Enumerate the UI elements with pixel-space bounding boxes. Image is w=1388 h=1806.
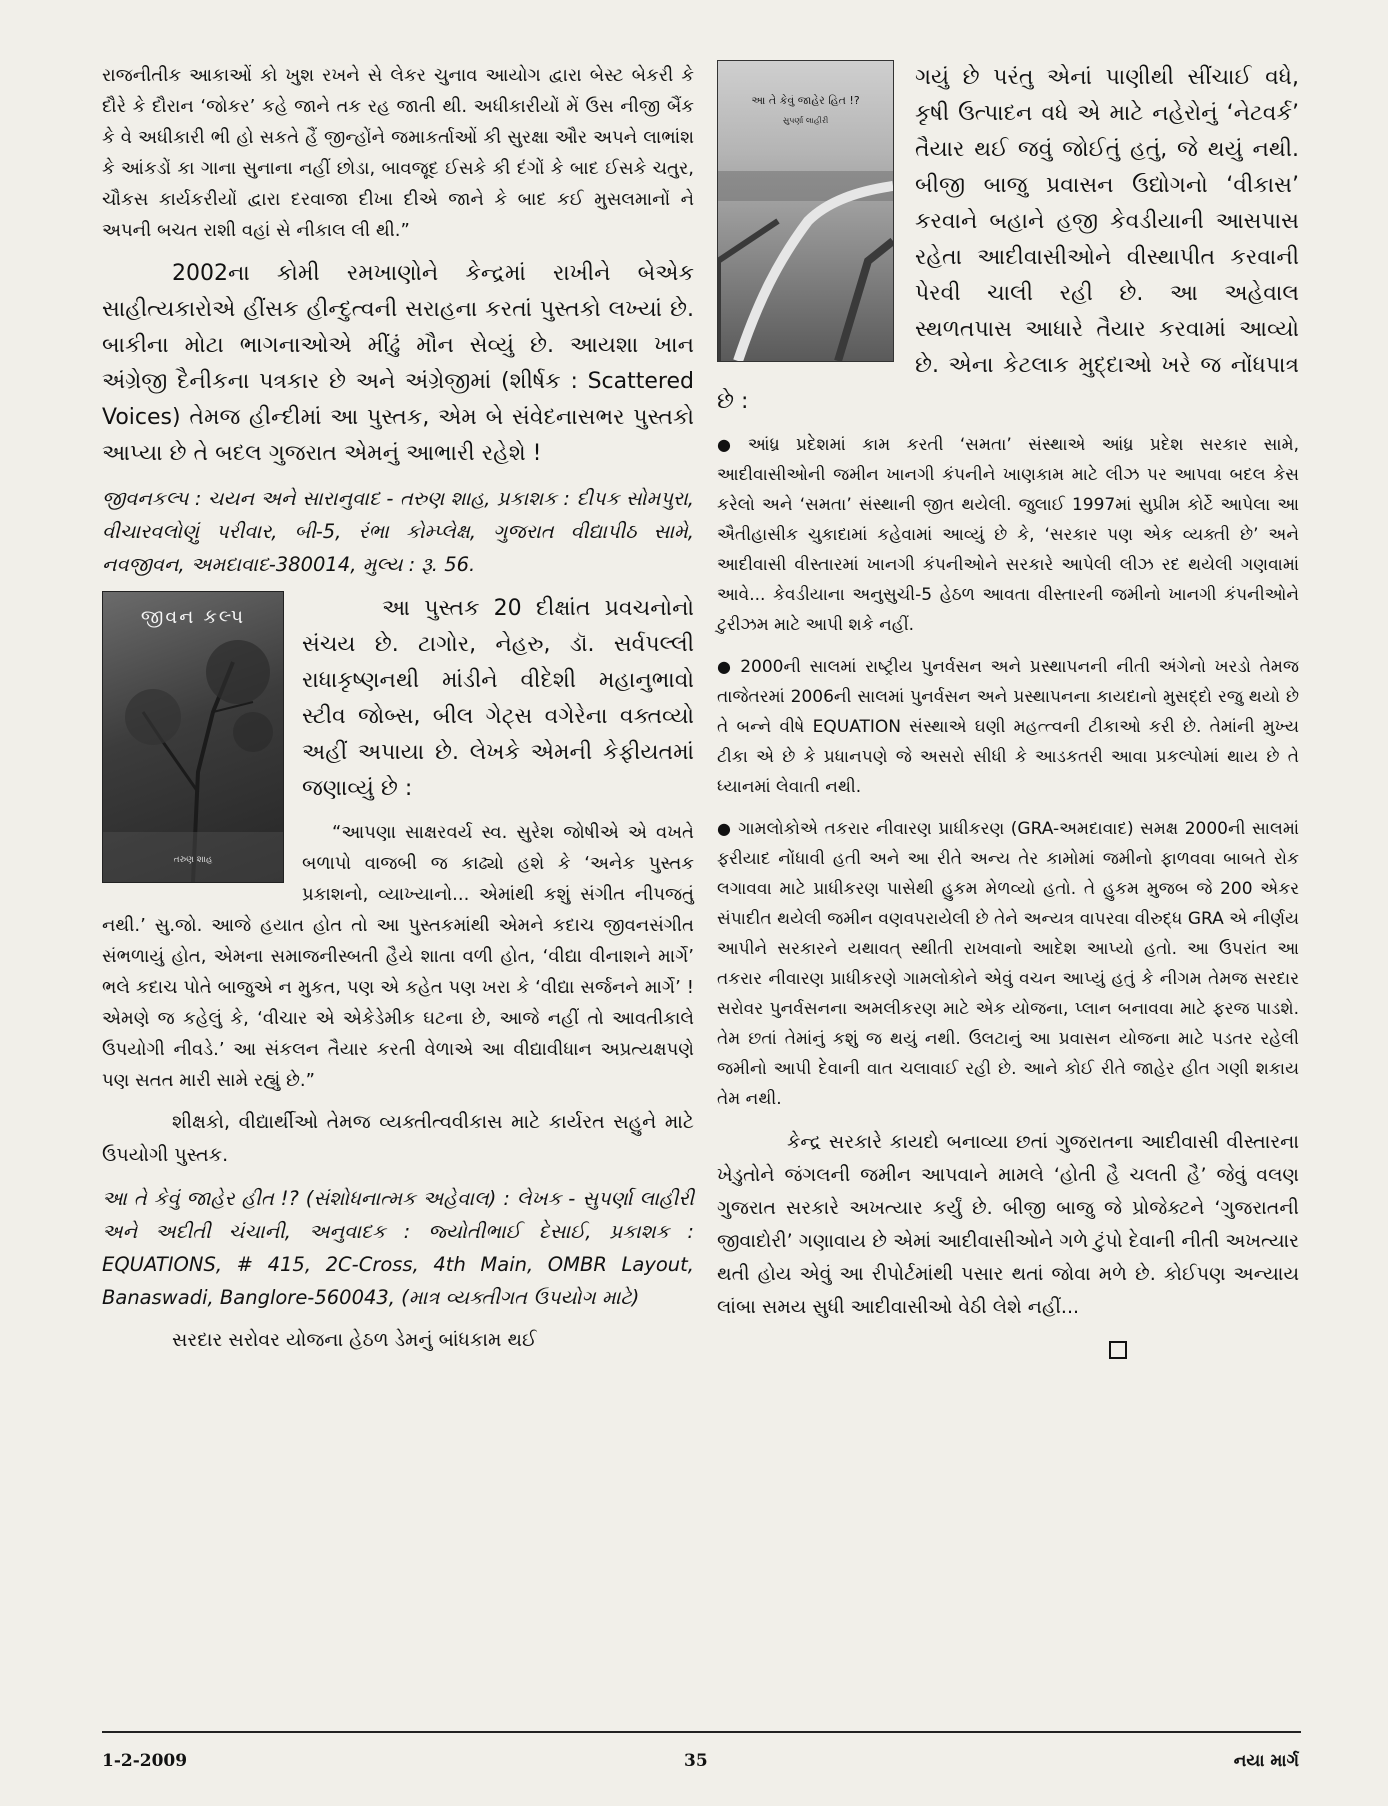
cover-title: જીવન કલ્પ	[140, 606, 246, 628]
cover-author: તરુણ શાહ	[173, 855, 213, 865]
end-square-icon	[1109, 1341, 1127, 1359]
tree-illustration	[103, 592, 283, 882]
dam-canal-illustration	[718, 61, 893, 361]
left-paragraph-2: 2002ના કોમી રમખાણોને કેન્દ્રમાં રાખીને બેએક સાહીત્યકારોએ હીંસક હીન્દુત્વની સરાહના કરતાં પુસ્તકો લખ્યાં છે. બાકીના મોટા ભાગનાઓએ મીંઢું મૌન સેવ્યું છે. આયશા ખાન અંગ્રેજી દૈનીકના પત્રકાર છે અને અંગ્રેજીમાં (શીર્ષક : Scattered Voices) તેમજ હીન્દીમાં આ પુસ્તક, એમ બે સંવેદનાસભર પુસ્તકો આપ્યા છે તે બદલ ગુજરાત એમનું આભારી રહેશે !	[102, 261, 694, 466]
cover-title: આ તે કેવું જાહેર હિત !?	[751, 94, 860, 107]
left-paragraph-5: શીક્ષકો, વીદ્યાર્થીઓ તેમજ વ્યક્તીત્વવીકાસ માટે કાર્યરત સહુને માટે ઉપયોગી પુસ્તક.	[102, 1111, 694, 1166]
book-cover-jaher-hit	[717, 60, 899, 362]
cover-author: સુપર્ણા લાહીરી	[782, 116, 829, 125]
left-quote: “આપણા સાક્ષરવર્ય સ્વ. સુરેશ જોષીએ એ વખતે બળાપો વાજબી જ કાઢ્યો હશે કે ‘અનેક પુસ્તક પ્રકાશનો, વ્યાખ્યાનો... એમાંથી કશું સંગીત નીપજતું નથી.’ સુ.જો. આજે હયાત હોત તો આ પુસ્તકમાંથી એમને કદાચ જીવનસંગીત સંભળાયું હોત, એમના સમાજનીસ્બતી હૈયે શાતા વળી હોત, ‘વીદ્યા વીનાશને માર્ગે’ ભલે કદાચ પોતે બાજુએ ન મુકત, પણ એ કહેત પણ ખરા કે ‘વીદ્યા સર્જનને માર્ગે’ ! એમણે જ કહેલું કે, ‘વીચાર એ એકેડેમીક ઘટના છે, આજે નહીં તો આવતીકાલે ઉપયોગી નીવડે.’ આ સંકલન તૈયાર કરતી વેળાએ આ વીદ્યાવીધાન અપ્રત્યક્ષપણે પણ સતત મારી સામે રહ્યું છે.”	[102, 822, 694, 1091]
right-paragraph-1: ગયું છે પરંતુ એનાં પાણીથી સીંચાઈ વધે, કૃષી ઉત્પાદન વધે એ માટે નહેરોનું ‘નેટવર્ક’ તૈયાર થઈ જવું જોઈતું હતું, જે થયું નથી. બીજી બાજુ પ્રવાસન ઉદ્યોગનો ‘વીકાસ’ કરવાને બહાને હજી કેવડીયાની આસપાસ રહેતા આદીવાસીઓને વીસ્થાપીત કરવાની પેરવી ચાલી રહી છે. આ અહેવાલ સ્થળતપાસ આધારે તૈયાર કરવામાં આવ્યો છે. એના કેટલાક મુદ્દાઓ ખરે જ નોંધપાત્ર છે :	[717, 65, 1299, 414]
footer-divider	[102, 1731, 1301, 1733]
book-credit-1: જીવનકલ્પ : ચયન અને સારાનુવાદ - તરુણ શાહ, પ્રકાશક : દીપક સોમપુરા, વીચારવલોણું પરીવાર, બી-5, રંભા કોમ્પ્લેક્ષ, ગુજરાત વીદ્યાપીઠ સામે, નવજીવન, અમદાવાદ-380014, મુલ્ય : રૂ. 56.	[102, 487, 694, 576]
left-column	[102, 60, 694, 1367]
bullet-point-3: ● ગામલોકોએ તકરાર નીવારણ પ્રાધીકરણ (GRA-અમદાવાદ) સમક્ષ 2000ની સાલમાં ફરીયાદ નોંધાવી હતી અને આ રીતે અન્ય તેર કામોમાં જમીનો ફાળવવા બાબતે રોક લગાવવા માટે પ્રાધીકરણ પાસેથી હુકમ મેળવ્યો હતો. તે હુકમ મુજબ જે 200 એકર સંપાદીત થયેલી જમીન વણવપરાયેલી છે તેને અન્યત્ર વાપરવા વીરુદ્ધ GRA એ નીર્ણય આપીને સરકારને યથાવત્ સ્થીતી રાખવાનો આદેશ આપ્યો હતો. આ ઉપરાંત આ તકરાર નીવારણ પ્રાધીકરણે ગામલોકોને એવું વચન આપ્યું હતું કે નીગમ તેમજ સરદાર સરોવર પુનર્વસનના અમલીકરણ માટે એક યોજના, પ્લાન બનાવવા માટે ફરજ પાડશે. તેમ છતાં તેમાંનું કશું જ થયું નથી. ઉલટાનું આ પ્રવાસન યોજના માટે પડતર રહેલી જમીનો આપી દેવાની વાત ચલાવાઈ રહી છે. આને કોઈ રીતે જાહેર હીત ગણી શકાય તેમ નથી.	[717, 819, 1299, 1109]
footer-date: 1-2-2009	[102, 1751, 188, 1771]
page-number: 35	[684, 1751, 708, 1771]
end-marker	[717, 1334, 1299, 1365]
book-credit-2: આ તે કેવું જાહેર હીત !? (સંશોધનાત્મક અહેવાલ) : લેખક - સુપર્ણા લાહીરી અને અદીતી ચંચાની, અનુવાદક : જ્યોતીભાઈ દેસાઈ, પ્રકાશક : EQUATIONS, # 415, 2C-Cross, 4th Main, OMBR Layout, Banaswadi, Banglore-560043, (માત્ર વ્યક્તીગત ઉપયોગ માટે)	[102, 1187, 694, 1309]
bullet-icon: ●	[717, 819, 733, 838]
left-paragraph-6: સરદાર સરોવર યોજના હેઠળ ડેમનું બાંધકામ થઈ	[172, 1329, 537, 1351]
right-paragraph-2: કેન્દ્ર સરકારે કાયદો બનાવ્યા છતાં ગુજરાતના આદીવાસી વીસ્તારના ખેડુતોને જંગલની જમીન આપવાને મામલે ‘હોતી હૈ ચલતી હૈ’ જેવું વલણ ગુજરાત સરકારે અખત્યાર કર્યું છે. બીજી બાજુ જે પ્રોજેક્ટને ‘ગુજરાતની જીવાદોરી’ ગણાવાય છે એમાં આદીવાસીઓને ગળે ટુંપો દેવાની નીતી અખત્યાર થતી હોય એવું આ રીપોર્ટમાંથી પસાર થતાં જોવા મળે છે. કોઈપણ અન્યાય લાંબા સમય સુધી આદીવાસીઓ વેઠી લેશે નહીં...	[717, 1131, 1299, 1318]
bullet-point-2: ● 2000ની સાલમાં રાષ્ટ્રીય પુનર્વસન અને પ્રસ્થાપનની નીતી અંગેનો ખરડો તેમજ તાજેતરમાં 2006ની સાલમાં પુનર્વસન અને પ્રસ્થાપનના કાયદાનો મુસદ્દો રજુ થયો છે તે બન્ને વીષે EQUATION સંસ્થાએ ઘણી મહત્ત્વની ટીકાઓ કરી છે. તેમાંની મુખ્ય ટીકા એ છે કે પ્રધાનપણે જે અસરો સીધી કે આડકતરી આવા પ્રકલ્પોમાં થાય છે તે ધ્યાનમાં લેવાતી નથી.	[717, 657, 1299, 797]
left-paragraph-1: રાજનીતીક આકાઓં કો ખુશ રખને સે લેકર ચુનાવ આયોગ દ્વારા બેસ્ટ બેકરી કે દૌરે કે દૌરાન ‘જોકર’ કહે જાને તક રહ જાતી થી. અધીકારીયોં મેં ઉસ નીજી બૈંક કે વે અધીકારી ભી હો સકતે હૈં જીન્હોંને જમાકર્તાઓં કી સુરક્ષા ઔર અપને લાભાંશ કે આંકડોં કા ગાના સુનાના નહીં છોડા, બાવજૂદ ઈસકે કી દંગોં કે બાદ ઈસકે ચતુર, ચૌકસ કાર્યકરીયોં દ્વારા દરવાજા દીખા દીએ જાને કે બાદ કઈ મુસલમાનોં ને અપની બચત રાશી વહાં સે નીકાલ લી થી.”	[102, 65, 694, 241]
bullet-point-1: ● આંધ્ર પ્રદેશમાં કામ કરતી ‘સમતા’ સંસ્થાએ આંધ્ર પ્રદેશ સરકાર સામે, આદીવાસીઓની જમીન ખાનગી કંપનીને ખાણકામ માટે લીઝ પર આપવા બદલ કેસ કરેલો અને ‘સમતા’ સંસ્થાની જીત થયેલી. જુલાઈ 1997માં સુપ્રીમ કોર્ટે આપેલા આ ઐતીહાસીક ચુકાદામાં કહેવામાં આવ્યું છે કે, ‘સરકાર પણ એક વ્યક્તી છે’ અને આદીવાસી વીસ્તારમાં ખાનગી કંપનીઓને સરકારે આપેલી લીઝ રદ થયેલી ગણવામાં આવે... કેવડીયાના અનુસુચી-5 હેઠળ આવતા વીસ્તારની જમીનો ખાનગી કંપનીઓને ટુરીઝમ માટે આપી શકે નહીં.	[717, 435, 1299, 635]
bullet-icon: ●	[717, 657, 735, 676]
bullet-icon: ●	[717, 435, 742, 454]
left-paragraph-3: આ પુસ્તક 20 દીક્ષાંત પ્રવચનોનો સંચય છે. ટાગોર, નેહરુ, ડૉ. સર્વપલ્લી રાધાકૃષ્ણનથી માંડીને વીદેશી મહાનુભાવો સ્ટીવ જોબ્સ, બીલ ગેટ્સ વગેરેના વક્તવ્યો અહીં અપાયા છે. લેખકે એમની કેફીયતમાં જણાવ્યું છે :	[302, 596, 694, 801]
right-column	[717, 60, 1299, 1365]
book-cover-jivankalp	[102, 591, 284, 883]
magazine-name: નયા માર્ગ	[1233, 1751, 1299, 1771]
